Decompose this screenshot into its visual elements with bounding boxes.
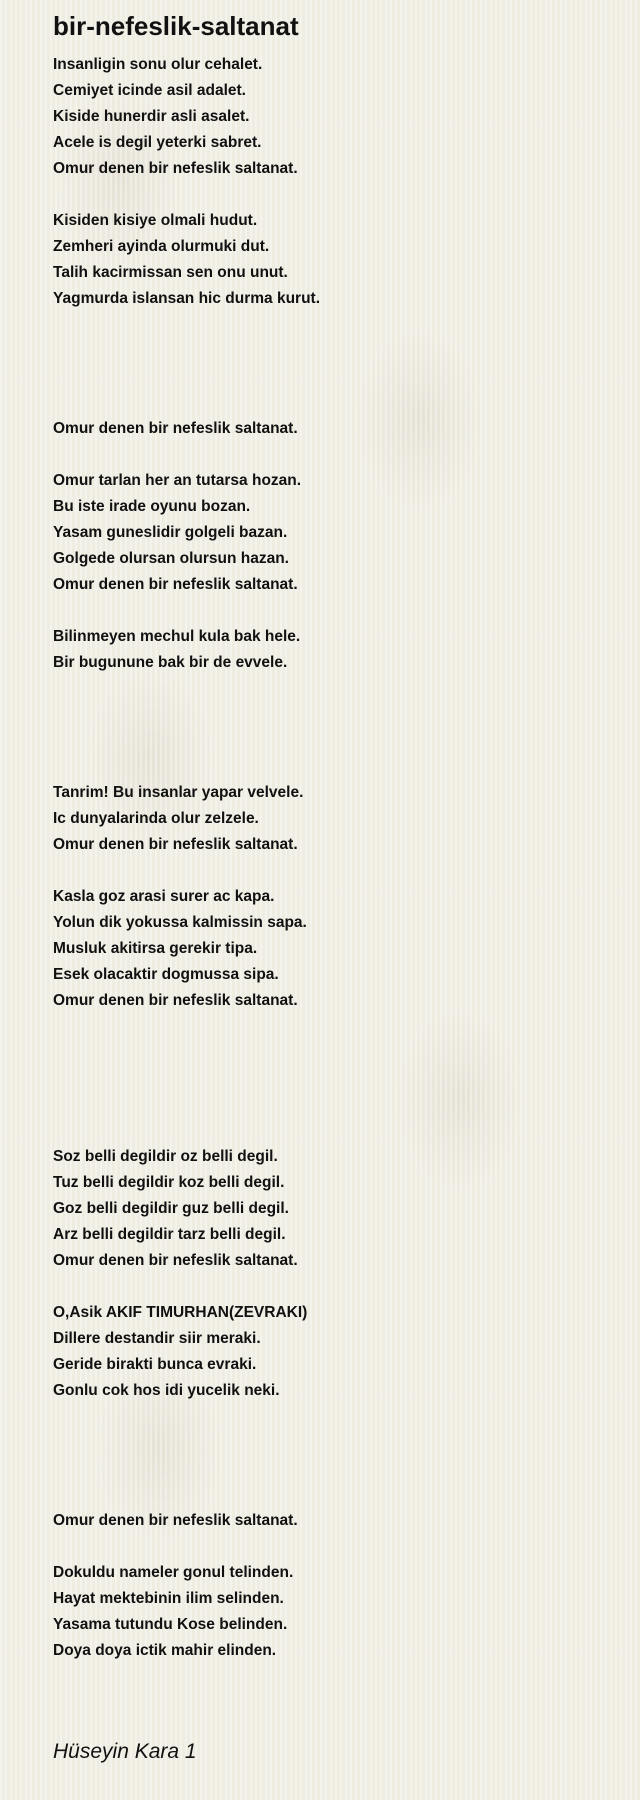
poem-line: Yasam guneslidir golgeli bazan. bbox=[53, 524, 288, 541]
poem-author: Hüseyin Kara 1 bbox=[53, 1740, 197, 1763]
poem-line: Bilinmeyen mechul kula bak hele. bbox=[53, 628, 301, 645]
poem-line: Esek olacaktir dogmussa sipa. bbox=[53, 966, 279, 983]
blank-line bbox=[53, 1118, 613, 1144]
poem-line: Hayat mektebinin ilim selinden. bbox=[53, 1590, 284, 1607]
poem-line: Golgede olursan olursun hazan. bbox=[53, 550, 289, 567]
poem-line: Yagmurda islansan hic durma kurut. bbox=[53, 290, 321, 307]
poem-line: Doya doya ictik mahir elinden. bbox=[53, 1642, 277, 1659]
poem-line: Insanligin sonu olur cehalet. bbox=[53, 56, 263, 73]
blank-line bbox=[53, 728, 613, 754]
blank-line bbox=[53, 182, 613, 208]
poem-line: Tanrim! Bu insanlar yapar velvele. bbox=[53, 784, 304, 801]
blank-line bbox=[53, 598, 613, 624]
blank-line bbox=[53, 338, 613, 364]
blank-line bbox=[53, 1430, 613, 1456]
poem-line: Bir bugunune bak bir de evvele. bbox=[53, 654, 288, 671]
poem-line: Yasama tutundu Kose belinden. bbox=[53, 1616, 288, 1633]
poem-line: Gonlu cok hos idi yucelik neki. bbox=[53, 1382, 280, 1399]
blank-line bbox=[53, 676, 613, 702]
blank-line bbox=[53, 1040, 613, 1066]
poem-line: Geride birakti bunca evraki. bbox=[53, 1356, 257, 1373]
poem-line: O,Asik AKIF TIMURHAN(ZEVRAKI) bbox=[53, 1304, 308, 1321]
poem-line: Omur denen bir nefeslik saltanat. bbox=[53, 992, 298, 1009]
poem-title: bir-nefeslik-saltanat bbox=[53, 11, 299, 41]
blank-line bbox=[53, 1066, 613, 1092]
poem-line: Arz belli degildir tarz belli degil. bbox=[53, 1226, 286, 1243]
poem-line: Talih kacirmissan sen onu unut. bbox=[53, 264, 288, 281]
blank-line bbox=[53, 1014, 613, 1040]
poem-line: Bu iste irade oyunu bozan. bbox=[53, 498, 251, 515]
blank-line bbox=[53, 390, 613, 416]
blank-line bbox=[53, 1534, 613, 1560]
poem-line: Dillere destandir siir meraki. bbox=[53, 1330, 261, 1347]
poem-line: Omur denen bir nefeslik saltanat. bbox=[53, 1252, 298, 1269]
blank-line bbox=[53, 702, 613, 728]
poem-line: Omur tarlan her an tutarsa hozan. bbox=[53, 472, 302, 489]
poem-line: Acele is degil yeterki sabret. bbox=[53, 134, 262, 151]
poem-line: Soz belli degildir oz belli degil. bbox=[53, 1148, 278, 1165]
blank-line bbox=[53, 858, 613, 884]
blank-line bbox=[53, 1404, 613, 1430]
blank-line bbox=[53, 1092, 613, 1118]
poem-line: Omur denen bir nefeslik saltanat. bbox=[53, 1512, 298, 1529]
blank-line bbox=[53, 1274, 613, 1300]
blank-line bbox=[53, 364, 613, 390]
poem-line: Kiside hunerdir asli asalet. bbox=[53, 108, 250, 125]
poem-line: Yolun dik yokussa kalmissin sapa. bbox=[53, 914, 307, 931]
blank-line bbox=[53, 442, 613, 468]
poem-line: Zemheri ayinda olurmuki dut. bbox=[53, 238, 270, 255]
poem-line: Goz belli degildir guz belli degil. bbox=[53, 1200, 289, 1217]
poem-line: Musluk akitirsa gerekir tipa. bbox=[53, 940, 258, 957]
blank-line bbox=[53, 1482, 613, 1508]
poem-body bbox=[53, 52, 613, 1664]
poem-line: Omur denen bir nefeslik saltanat. bbox=[53, 160, 298, 177]
blank-line bbox=[53, 312, 613, 338]
poem-line: Cemiyet icinde asil adalet. bbox=[53, 82, 246, 99]
poem-line: Kisiden kisiye olmali hudut. bbox=[53, 212, 258, 229]
blank-line bbox=[53, 1456, 613, 1482]
poem-line: Omur denen bir nefeslik saltanat. bbox=[53, 576, 298, 593]
poem-line: Kasla goz arasi surer ac kapa. bbox=[53, 888, 275, 905]
poem-line: Omur denen bir nefeslik saltanat. bbox=[53, 420, 298, 437]
poem-line: Dokuldu nameler gonul telinden. bbox=[53, 1564, 294, 1581]
poem-line: Omur denen bir nefeslik saltanat. bbox=[53, 836, 298, 853]
poem-line: Ic dunyalarinda olur zelzele. bbox=[53, 810, 259, 827]
poem-line: Tuz belli degildir koz belli degil. bbox=[53, 1174, 285, 1191]
blank-line bbox=[53, 754, 613, 780]
